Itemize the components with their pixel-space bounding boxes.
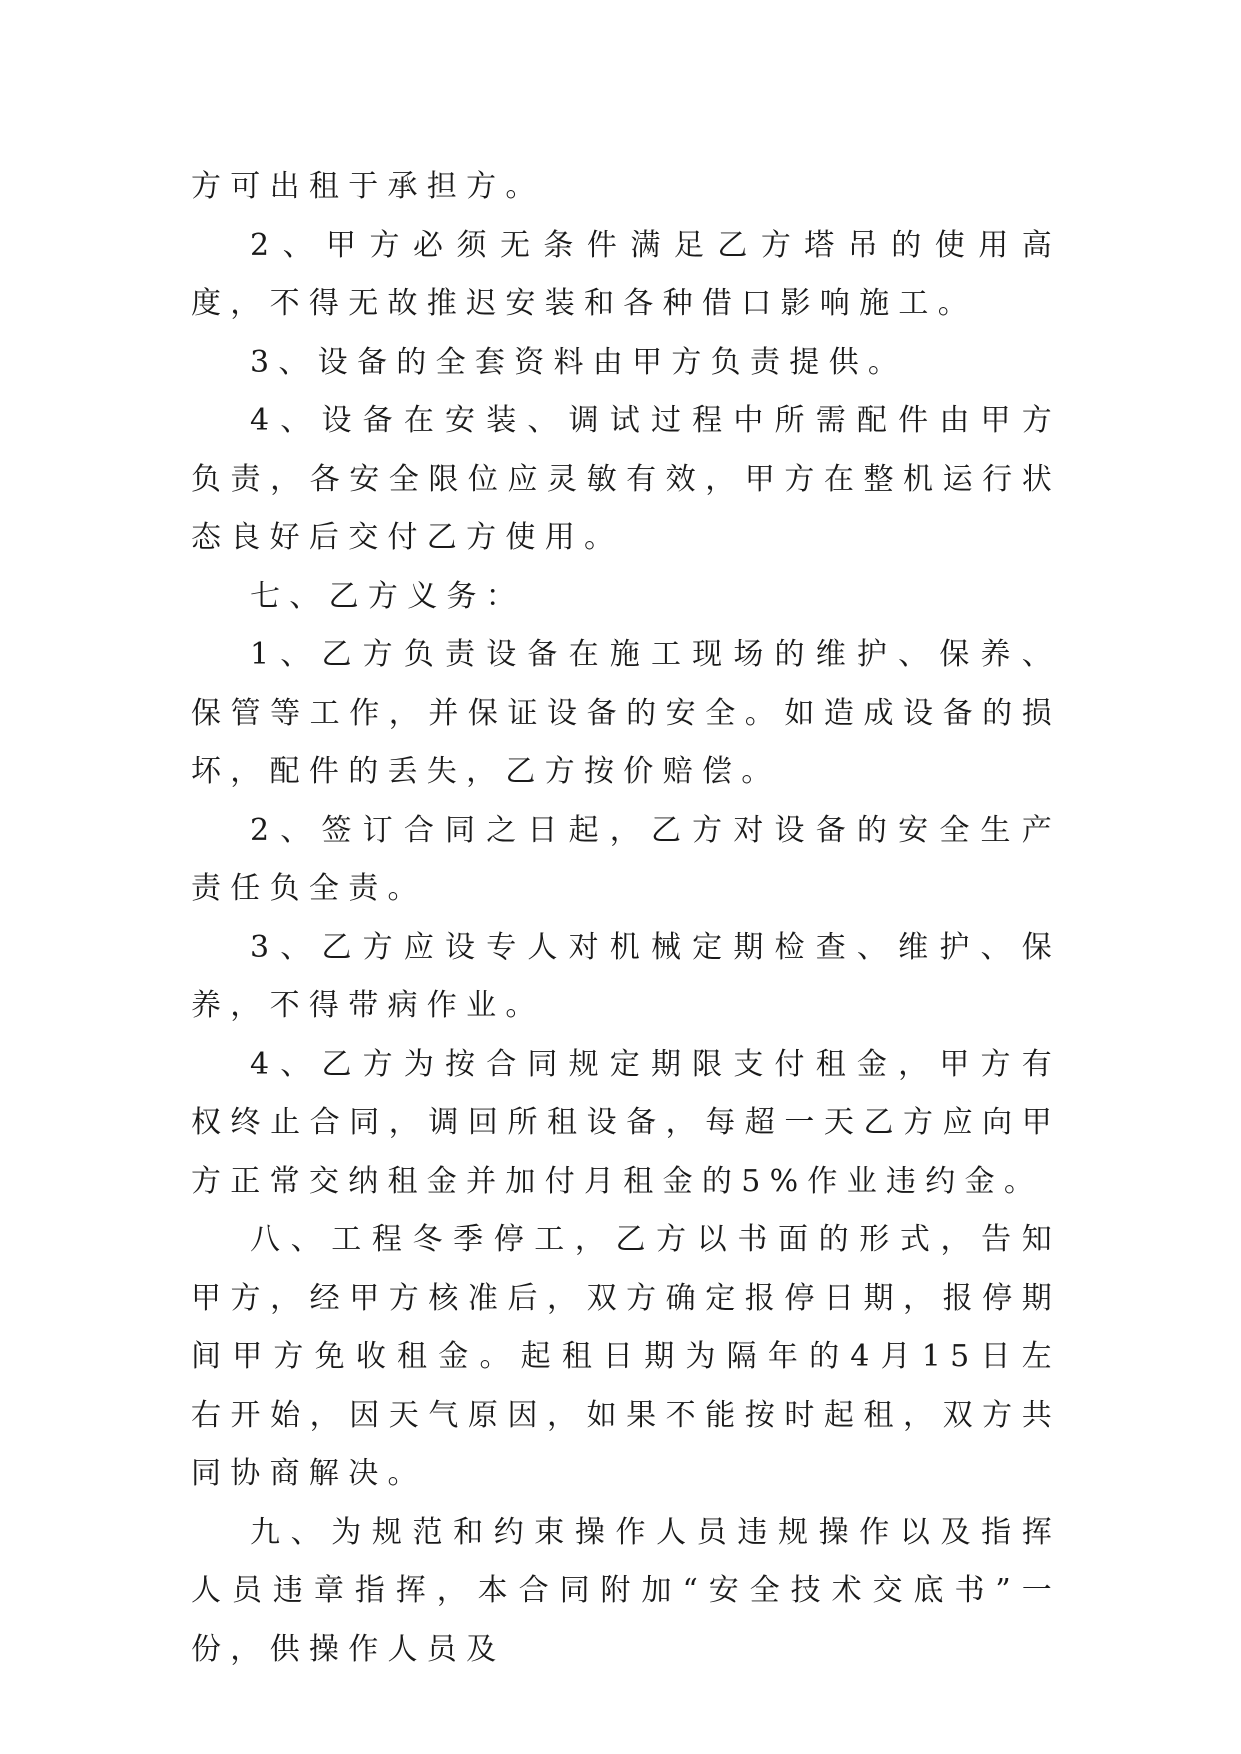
paragraph-section-8: 八、工程冬季停工，乙方以书面的形式，告知甲方，经甲方核准后，双方确定报停日期，报停期间甲方免收租金。起租日期为隔年的4月15日左右开始，因天气原因，如果不能按时起租，双方共同协商解决。 <box>191 1222 1061 1491</box>
paragraph-clause-6-3: 3、设备的全套资料由甲方负责提供。 <box>250 344 908 380</box>
section-heading-7: 七、乙方义务： <box>250 578 526 614</box>
paragraph-clause-7-2: 2、签订合同之日起，乙方对设备的安全生产责任负全责。 <box>191 812 1061 906</box>
paragraph-clause-7-4: 4、乙方为按合同规定期限支付租金，甲方有权终止合同，调回所租设备，每超一天乙方应向甲方正常交纳租金并加付月租金的5%作业违约金。 <box>191 1046 1061 1199</box>
paragraph-clause-7-3: 3、乙方应设专人对机械定期检查、维护、保养，不得带病作业。 <box>191 929 1061 1023</box>
paragraph-clause-7-1: 1、乙方负责设备在施工现场的维护、保养、保管等工作，并保证设备的安全。如造成设备的损坏，配件的丢失，乙方按价赔偿。 <box>191 637 1061 789</box>
paragraph-clause-6-2: 2、甲方必须无条件满足乙方塔吊的使用高度，不得无故推迟安装和各种借口影响施工。 <box>191 227 1061 321</box>
paragraph-continuation: 方可出租于承担方。 <box>191 169 545 204</box>
paragraph-section-9: 九、为规范和约束操作人员违规操作以及指挥人员违章指挥，本合同附加“安全技术交底书”一份，供操作人员及 <box>191 1514 1061 1667</box>
document-body <box>191 158 1061 1679</box>
paragraph-clause-6-4: 4、设备在安装、调试过程中所需配件由甲方负责，各安全限位应灵敏有效，甲方在整机运行状态良好后交付乙方使用。 <box>191 403 1061 555</box>
